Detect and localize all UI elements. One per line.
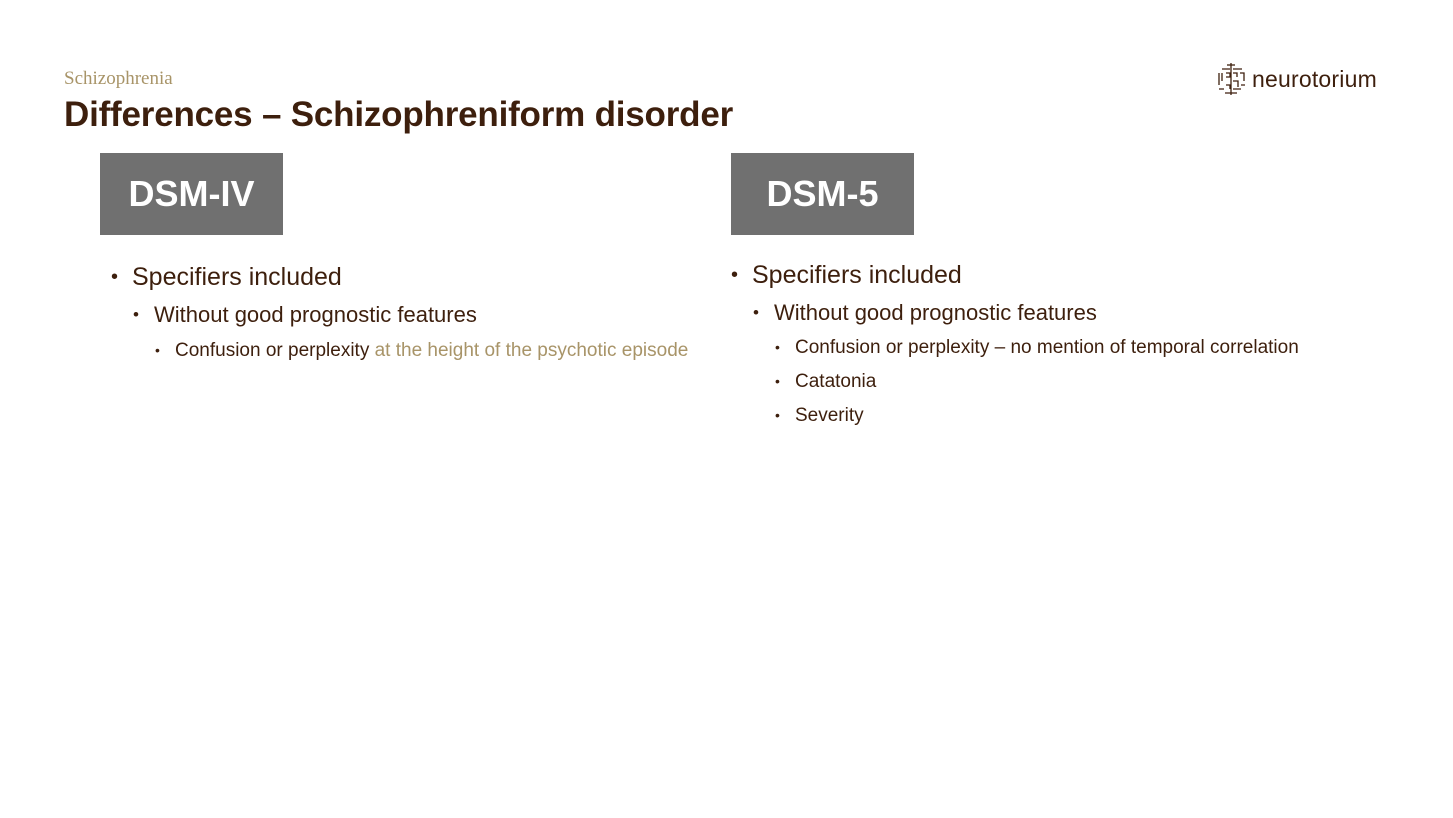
dsm-5-column (731, 258, 1431, 428)
dsm-iv-confusion-item (111, 338, 691, 363)
logo-text: neurotorium (1252, 65, 1377, 92)
confusion-text: Confusion or perplexity (175, 340, 375, 361)
neurotorium-logo (1216, 61, 1377, 97)
section-label: Schizophrenia (64, 68, 173, 89)
dsm-iv-prognostic-item: • Without good prognostic features (111, 300, 691, 330)
dsm-5-catatonia-item: • Catatonia (731, 369, 1431, 394)
dsm-iv-tag: DSM-IV (100, 153, 283, 235)
dsm-iv-specifiers-item: • Specifiers included (111, 260, 691, 294)
dsm-5-severity-item: • Severity (731, 403, 1431, 428)
brain-maze-icon (1216, 61, 1248, 97)
dsm-5-prognostic-item: • Without good prognostic features (731, 298, 1431, 328)
dsm-5-confusion-item: • Confusion or perplexity – no mention of temporal correlation (731, 335, 1431, 360)
slide-title: Differences – Schizophreniform disorder (64, 95, 734, 134)
temporal-qualifier-text: at the height of the psychotic episode (374, 340, 689, 361)
dsm-5-specifiers-item: • Specifiers included (731, 258, 1431, 292)
dsm-iv-column (111, 260, 691, 363)
dsm-5-tag: DSM-5 (731, 153, 914, 235)
